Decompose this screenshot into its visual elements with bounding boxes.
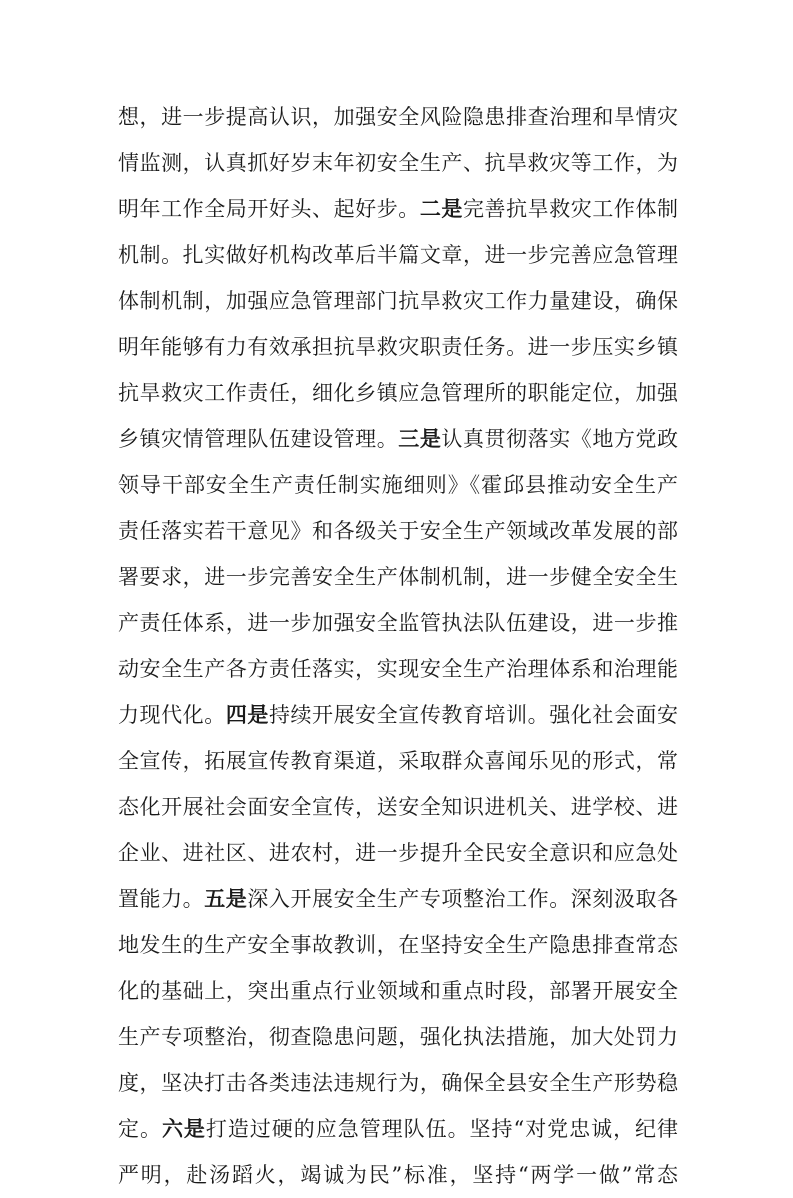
- text-segment: 认真贯彻落实《地方党政: [441, 427, 678, 451]
- text-segment: 置能力。: [118, 887, 205, 911]
- text-segment: 责任落实若干意见》和各级关于安全生产领域改革发展的部: [118, 519, 678, 543]
- text-segment: 态化开展社会面安全宣传，送安全知识进机关、进学校、进: [118, 795, 678, 819]
- enumeration-marker: 三是: [398, 427, 442, 451]
- text-segment: 打造过硬的应急管理队伍。坚持“对党忠诚，纪律: [205, 1117, 678, 1141]
- text-line: [118, 1106, 678, 1152]
- text-line: [118, 554, 678, 600]
- text-line: [118, 692, 678, 738]
- text-line: [118, 968, 678, 1014]
- text-segment: 情监测，认真抓好岁末年初安全生产、抗旱救灾等工作，为: [118, 151, 678, 175]
- text-line: [118, 140, 678, 186]
- enumeration-marker: 五是: [204, 887, 248, 911]
- text-segment: 持续开展安全宣传教育培训。强化社会面安: [268, 703, 678, 727]
- text-segment: 深入开展安全生产专项整治工作。深刻汲取各: [247, 887, 678, 911]
- text-line: [118, 738, 678, 784]
- text-segment: 明年能够有力有效承担抗旱救灾职责任务。进一步压实乡镇: [118, 335, 678, 359]
- text-segment: 度，坚决打击各类违法违规行为，确保全县安全生产形势稳: [118, 1071, 678, 1095]
- enumeration-marker: 二是: [419, 197, 463, 221]
- text-segment: 领导干部安全生产责任制实施细则》《霍邱县推动安全生产: [118, 473, 678, 497]
- text-segment: 完善抗旱救灾工作体制: [462, 197, 678, 221]
- text-segment: 严明，赴汤蹈火，竭诚为民”标准，坚持“两学一做”常态: [118, 1163, 678, 1187]
- text-line: [118, 186, 678, 232]
- text-segment: 定。: [118, 1117, 162, 1141]
- text-line: [118, 784, 678, 830]
- text-line: [118, 830, 678, 876]
- text-segment: 企业、进社区、进农村，进一步提升全民安全意识和应急处: [118, 841, 678, 865]
- text-line: [118, 1060, 678, 1106]
- text-line: [118, 1152, 678, 1198]
- text-segment: 生产专项整治，彻查隐患问题，强化执法措施，加大处罚力: [118, 1025, 678, 1049]
- text-segment: 机制。扎实做好机构改革后半篇文章，进一步完善应急管理: [118, 243, 678, 267]
- text-line: [118, 508, 678, 554]
- text-segment: 乡镇灾情管理队伍建设管理。: [118, 427, 399, 451]
- text-line: [118, 1014, 678, 1060]
- text-line: [118, 646, 678, 692]
- enumeration-marker: 六是: [161, 1117, 206, 1141]
- text-line: [118, 370, 678, 416]
- text-line: [118, 600, 678, 646]
- text-segment: 化的基础上，突出重点行业领域和重点时段，部署开展安全: [118, 979, 678, 1003]
- text-line: [118, 232, 678, 278]
- text-segment: 想，进一步提高认识，加强安全风险隐患排查治理和旱情灾: [118, 105, 678, 129]
- text-segment: 全宣传，拓展宣传教育渠道，采取群众喜闻乐见的形式，常: [118, 749, 678, 773]
- text-line: [118, 922, 678, 968]
- text-segment: 明年工作全局开好头、起好步。: [118, 197, 420, 221]
- text-segment: 抗旱救灾工作责任，细化乡镇应急管理所的职能定位，加强: [118, 381, 678, 405]
- text-line: [118, 324, 678, 370]
- text-line: [118, 278, 678, 324]
- text-segment: 产责任体系，进一步加强安全监管执法队伍建设，进一步推: [118, 611, 678, 635]
- text-segment: 力现代化。: [118, 703, 226, 727]
- text-line: [118, 416, 678, 462]
- text-segment: 体制机制，加强应急管理部门抗旱救灾工作力量建设，确保: [118, 289, 678, 313]
- enumeration-marker: 四是: [225, 703, 269, 727]
- text-line: [118, 462, 678, 508]
- text-segment: 动安全生产各方责任落实，实现安全生产治理体系和治理能: [118, 657, 678, 681]
- body-text: [118, 94, 678, 1198]
- text-segment: 地发生的生产安全事故教训，在坚持安全生产隐患排查常态: [118, 933, 678, 957]
- text-line: [118, 876, 678, 922]
- text-line: [118, 94, 678, 140]
- text-segment: 署要求，进一步完善安全生产体制机制，进一步健全安全生: [118, 565, 678, 589]
